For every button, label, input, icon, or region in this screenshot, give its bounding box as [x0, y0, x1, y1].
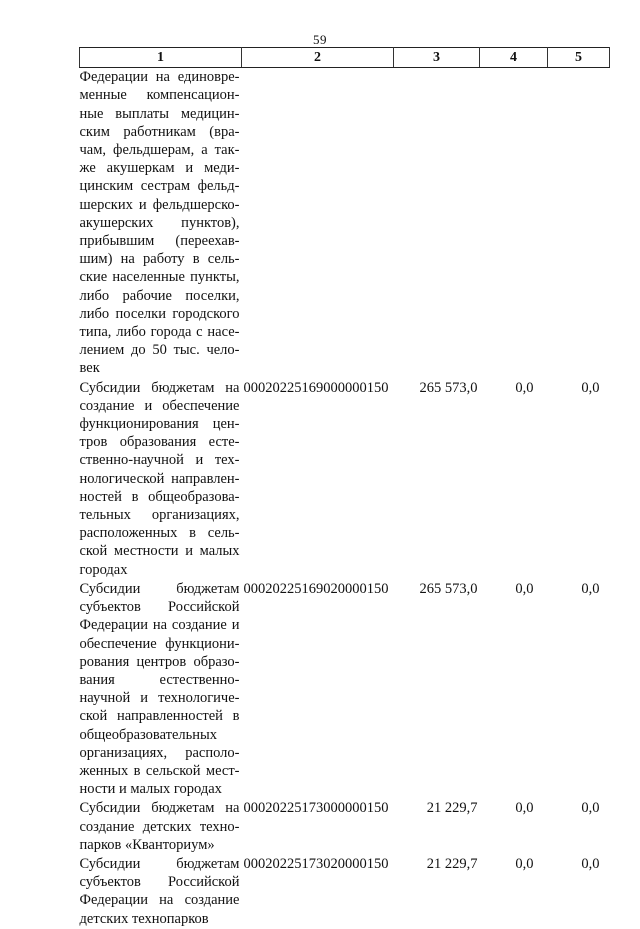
row-value-col5: 0,0 — [581, 855, 600, 872]
description-line: Субсидии бюджетам на — [79, 379, 240, 396]
row-value-col5: 0,0 — [581, 580, 600, 597]
row-value-col4: 0,0 — [515, 580, 534, 597]
description-line: организациях, располо- — [79, 744, 240, 761]
description-line: ской местности и малых — [79, 543, 240, 560]
table-row — [80, 580, 610, 799]
row-value-col4: 0,0 — [515, 379, 534, 396]
description-line: функционирования цен- — [79, 416, 240, 433]
column-header-3: 3 — [394, 48, 480, 68]
description-line: типа, либо города с насе- — [79, 324, 240, 341]
row-value-col4: 0,0 — [515, 800, 534, 817]
table-row — [80, 855, 610, 929]
description-line: акушерских пунктов), — [79, 214, 240, 231]
description-line: тров образования есте- — [79, 434, 240, 451]
row-code — [242, 68, 394, 379]
row-value-col4: 0,0 — [515, 855, 534, 872]
description-line: Федерации на единовре- — [79, 69, 240, 86]
description-line: рования центров образо- — [79, 653, 240, 670]
row-value-col4 — [480, 68, 548, 379]
description-line: городах — [79, 561, 128, 578]
row-value-col5 — [548, 68, 610, 379]
row-description — [80, 379, 242, 580]
description-line: менные компенсацион- — [79, 87, 240, 104]
description-line: цинским сестрам фельд- — [79, 178, 240, 195]
table-row — [80, 68, 610, 379]
table-body — [80, 68, 610, 929]
description-line: Федерации на создание — [79, 892, 240, 909]
row-value-col3 — [394, 68, 480, 379]
row-description — [80, 68, 242, 379]
row-value-col3: 265 573,0 — [419, 580, 478, 597]
description-line: чам, фельдшерам, а так- — [79, 142, 240, 159]
description-line: тельных организациях, — [79, 507, 240, 524]
table-row — [80, 799, 610, 855]
description-line: парков «Кванториум» — [79, 836, 215, 853]
description-line: ности и малых городах — [79, 781, 222, 798]
description-line: расположенных в сель- — [79, 525, 240, 542]
description-line: век — [79, 360, 100, 377]
row-code: 00020225173020000150 — [243, 855, 389, 872]
description-line: прибывшим (переехав- — [79, 233, 240, 250]
description-line: лением до 50 тыс. чело- — [79, 342, 240, 359]
column-header-1: 1 — [80, 48, 242, 68]
row-code: 00020225169000000150 — [243, 379, 389, 396]
row-value-col5: 0,0 — [581, 379, 600, 396]
description-line: научной и технологиче- — [79, 690, 240, 707]
description-line: же акушеркам и меди- — [79, 160, 240, 177]
description-line: либо рабочие поселки, — [79, 287, 240, 304]
row-description — [80, 580, 242, 799]
budget-table — [79, 47, 610, 929]
row-value-col3: 265 573,0 — [419, 379, 478, 396]
description-line: ственно-научной и тех- — [79, 452, 240, 469]
description-line: создание детских техно- — [79, 818, 240, 835]
page-number: 59 — [313, 32, 327, 47]
row-description — [80, 799, 242, 855]
description-line: обеспечение функциони- — [79, 635, 240, 652]
table-row — [80, 379, 610, 580]
description-line: шерских и фельдшерско- — [79, 196, 240, 213]
description-line: шим) на работу в сель- — [79, 251, 240, 268]
column-header-4: 4 — [480, 48, 548, 68]
description-line: вания естественно- — [79, 671, 240, 688]
description-line: ские населенные пункты, — [79, 269, 240, 286]
row-value-col3: 21 229,7 — [426, 800, 478, 817]
row-value-col5: 0,0 — [581, 800, 600, 817]
description-line: создание и обеспечение — [79, 397, 240, 414]
row-code: 00020225169020000150 — [243, 580, 389, 597]
column-header-2: 2 — [242, 48, 394, 68]
description-line: детских технопарков — [79, 910, 209, 927]
description-line: ные выплаты медицин- — [79, 105, 240, 122]
description-line: Субсидии бюджетам — [79, 855, 240, 872]
description-line: Федерации на создание и — [79, 617, 240, 634]
description-line: нологической направлен- — [79, 470, 240, 487]
description-line: субъектов Российской — [79, 599, 240, 616]
description-line: ским работникам (вра- — [79, 123, 240, 140]
description-line: ской направленностей в — [79, 708, 240, 725]
description-line: Субсидии бюджетам на — [79, 800, 240, 817]
description-line: женных в сельской мест- — [79, 762, 240, 779]
row-value-col3: 21 229,7 — [426, 855, 478, 872]
description-line: ностей в общеобразова- — [79, 488, 240, 505]
description-line: субъектов Российской — [79, 874, 240, 891]
table-header-row — [80, 48, 610, 68]
description-line: Субсидии бюджетам — [79, 580, 240, 597]
row-description — [80, 855, 242, 929]
column-header-5: 5 — [548, 48, 610, 68]
row-code: 00020225173000000150 — [243, 800, 389, 817]
description-line: общеобразовательных — [79, 726, 218, 743]
description-line: либо поселки городского — [79, 305, 240, 322]
